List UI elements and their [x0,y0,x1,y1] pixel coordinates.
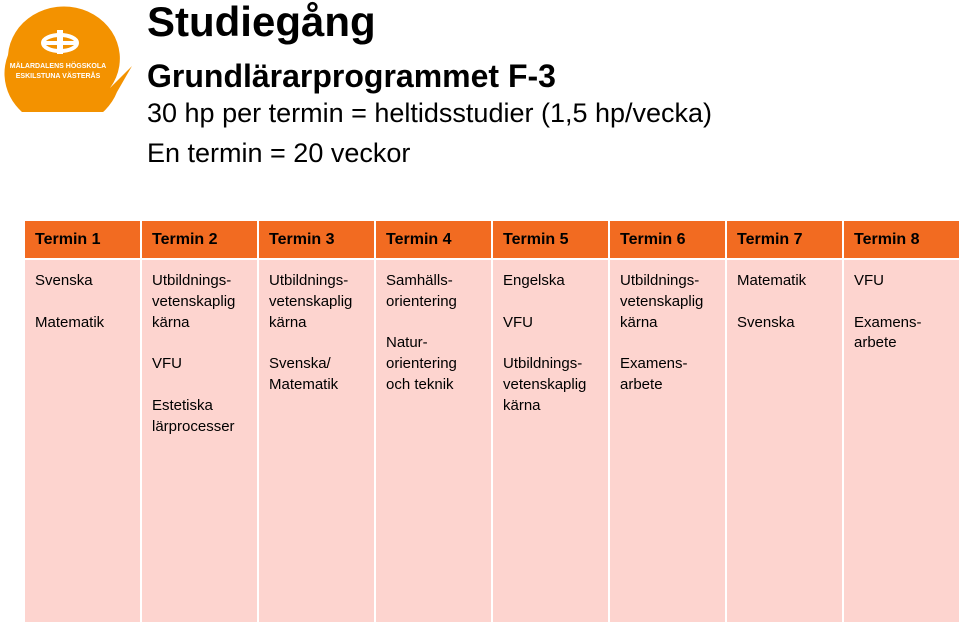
course-line: och teknik [386,375,454,393]
course-line: Matematik [269,375,339,393]
course-entry [269,354,368,396]
course-line: Utbildnings- [620,272,700,289]
term-courses-3 [259,260,374,622]
course-line: vetenskaplig [269,292,353,310]
logo-text-line2: ESKILSTUNA VÄSTERÅS [15,73,101,80]
course-line: vetenskaplig [152,292,236,310]
term-header-7: Termin 7 [727,221,842,258]
course-line: VFU [152,355,182,373]
course-line: vetenskaplig [503,375,587,393]
course-entry [503,271,602,292]
course-line: kärna [503,396,541,414]
course-entry [737,271,836,292]
course-line: orientering [386,355,457,373]
course-line: kärna [152,313,190,331]
term-header-4: Termin 4 [376,221,491,258]
course-line: Engelska [503,272,565,289]
university-logo [0,0,135,112]
course-line: Utbildnings- [152,272,232,289]
course-entry [35,271,134,292]
course-entry [35,313,134,334]
course-entry [620,271,719,333]
course-line: kärna [620,313,658,331]
term-courses-6 [610,260,725,622]
course-line: Matematik [35,313,105,331]
course-entry [737,313,836,334]
course-line: Examens- [854,313,922,331]
course-entry [386,333,485,395]
term-courses-8 [844,260,959,622]
course-line: Natur- [386,334,428,352]
course-line: Samhälls- [386,272,453,289]
course-entry [503,313,602,334]
page-title: Studiegång [147,0,376,45]
term-courses-7 [727,260,842,622]
course-line: Estetiska [152,396,213,414]
course-entry [152,396,251,438]
course-entry [152,271,251,333]
course-entry [269,271,368,333]
term-courses-1 [25,260,140,622]
course-entry [854,313,953,355]
term-header-3: Termin 3 [259,221,374,258]
course-line: Examens- [620,355,688,373]
course-line: arbete [620,375,663,393]
course-line: Svenska [737,313,795,331]
course-entry [503,354,602,416]
term-header-6: Termin 6 [610,221,725,258]
course-line: Svenska/ [269,355,331,373]
term-header-2: Termin 2 [142,221,257,258]
course-entry [854,271,953,292]
course-line: Utbildnings- [269,272,349,289]
course-line: lärprocesser [152,417,235,435]
course-line: orientering [386,292,457,310]
course-line: arbete [854,334,897,352]
term-courses-2 [142,260,257,622]
course-line: kärna [269,313,307,331]
credits-info: 30 hp per termin = heltidsstudier (1,5 hp/vecka) [147,98,713,128]
term-header-5: Termin 5 [493,221,608,258]
course-entry [620,354,719,396]
course-line: VFU [854,272,884,289]
term-header-1: Termin 1 [25,221,140,258]
course-line: VFU [503,313,533,331]
course-line: Utbildnings- [503,355,583,373]
term-courses-4 [376,260,491,622]
course-entry [386,271,485,313]
course-entry [152,354,251,375]
program-name: Grundlärarprogrammet F-3 [147,58,556,94]
term-schedule-table [25,221,959,622]
course-line: vetenskaplig [620,292,704,310]
term-courses-5 [493,260,608,622]
term-header-8: Termin 8 [844,221,959,258]
term-length-info: En termin = 20 veckor [147,138,411,168]
course-line: Matematik [737,272,807,289]
logo-speech-bubble-shape [4,7,132,112]
course-line: Svenska [35,272,93,289]
logo-text-line1: MÄLARDALENS HÖGSKOLA [9,63,107,70]
